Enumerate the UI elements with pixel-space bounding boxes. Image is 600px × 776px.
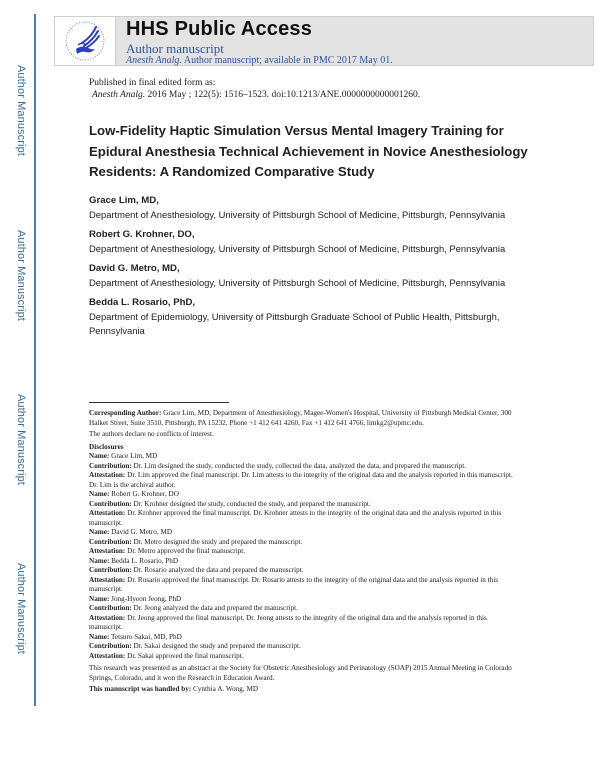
author-manuscript-side-label: Author Manuscript [15,563,27,654]
hhs-eagle-logo-icon [62,19,108,63]
disclosure-attestation: Attestation: Dr. Rosario approved the final manuscript. Dr. Rosario attests to the integrity of the original data and the analysis reported in this manuscript. [89,575,498,593]
hhs-public-access-title: HHS Public Access [126,18,313,40]
disclosure-contribution: Contribution: Dr. Rosario analyzed the data and prepared the manuscript. [89,566,304,574]
published-label: Published in final edited form as: [89,78,216,88]
author-list [89,194,529,344]
sidebar-divider-line [34,14,36,706]
disclosure-name: Name: Robert G. Krohner, DO [89,490,179,498]
disclosure-name: Name: Jong-Hyeon Jeong, PhD [89,594,182,603]
author-name: David G. Metro, MD, [89,263,180,274]
author-manuscript-side-label: Author Manuscript [15,65,27,156]
availability-line [126,55,393,66]
logo-cell [55,17,116,65]
handled-by-note: This manuscript was handled by: Cynthia A. Wong, MD [89,685,259,693]
disclosure-attestation: Attestation: Dr. Lim approved the final manuscript. Dr. Lim attests to the integrity of the original data and the analysis reported in this manuscript. Dr. Lim is the archival author. [89,471,513,489]
disclosure-name: Name: Tetsuro Sakai, MD, PhD [89,632,182,641]
author-entry [89,296,529,338]
presentation-note: This research was presented as an abstract at the Society for Obstetric Anesthesiology and Perinatology (SOAP) 2015 Annual Meeting in Colorado Springs, Colorado, and it won the Research in Education Award. [89,664,512,682]
citation-journal: Anesth Analg. [92,90,146,100]
corresponding-author-note: Corresponding Author: Grace Lim, MD, Department of Anesthesiology, Magee-Women's Hospital, University of Pittsburgh Medical Center, 300 Halket Street, Suite 3510, Pittsburgh, PA 15232, Phone +1 412 641 4260, Fax +1 412 641 4766, limkg2@upmc.edu. [89,409,512,427]
author-affiliation: Department of Anesthesiology, University of Pittsburgh School of Medicine, Pittsburgh, Pennsylvania [89,243,506,254]
disclosure-name: Name: Bedda L. Rosario, PhD [89,556,179,565]
author-manuscript-subtitle: Author manuscript [126,41,224,56]
author-affiliation: Department of Anesthesiology, University of Pittsburgh School of Medicine, Pittsburgh, Pennsylvania [89,277,506,288]
header-title-cell [116,17,593,65]
author-entry [89,228,529,256]
author-entry [89,262,529,290]
disclosure-attestation: Attestation: Dr. Sakai approved the final manuscript. [89,651,244,660]
author-name: Bedda L. Rosario, PhD, [89,297,196,308]
author-affiliation: Department of Anesthesiology, University of Pittsburgh School of Medicine, Pittsburgh, Pennsylvania [89,209,506,220]
disclosure-name: Name: David G. Metro, MD [89,528,173,536]
disclosure-name: Name: Grace Lim, MD [89,452,158,460]
disclosures-heading: Disclosures [89,442,124,451]
hhs-header-banner [54,16,594,66]
disclosure-attestation: Attestation: Dr. Krohner approved the final manuscript. Dr. Krohner attests to the integrity of the original data and the analysis reported in this manuscript. [89,509,502,527]
publication-info [89,77,420,101]
journal-name: Anesth Analg. [126,55,182,66]
author-affiliation: Department of Epidemiology, University of Pittsburgh Graduate School of Public Health, Pittsburgh, Pennsylvania [89,311,500,336]
paper-title: Low-Fidelity Haptic Simulation Versus Mental Imagery Training for Epidural Anesthesia Technical Achievement in Novice Anesthesiology Residents: A Randomized Comparative Study [89,123,528,179]
author-manuscript-side-label: Author Manuscript [15,230,27,321]
author-entry [89,194,529,222]
author-manuscript-side-label: Author Manuscript [15,394,27,485]
disclosure-attestation: Attestation: Dr. Jeong approved the final manuscript. Dr. Jeong attests to the integrity of the original data and the analysis reported in this manuscript. [89,613,487,631]
footnote-divider [89,402,229,403]
disclosure-contribution: Contribution: Dr. Sakai designed the study and prepared the manuscript. [89,642,301,650]
author-name: Robert G. Krohner, DO, [89,229,195,240]
availability-text: Author manuscript; available in PMC 2017 May 01. [181,55,393,66]
author-name: Grace Lim, MD, [89,195,159,206]
citation-text: 2016 May ; 122(5): 1516–1523. doi:10.1213/ANE.0000000000001260. [145,90,421,100]
disclosure-contribution: Contribution: Dr. Krohner designed the study, conducted the study, and prepared the manuscript. [89,499,371,508]
disclosure-contribution: Contribution: Dr. Lim designed the study, conducted the study, collected the data, analyzed the data, and prepared the manuscript. [89,461,467,470]
conflicts-note: The authors declare no conflicts of interest. [89,430,214,438]
disclosure-contribution: Contribution: Dr. Jeong analyzed the data and prepared the manuscript. [89,604,298,612]
disclosure-attestation: Attestation: Dr. Metro approved the final manuscript. [89,547,246,555]
footnotes [89,409,519,697]
citation [89,89,420,101]
disclosure-contribution: Contribution: Dr. Metro designed the study and prepared the manuscript. [89,537,303,546]
